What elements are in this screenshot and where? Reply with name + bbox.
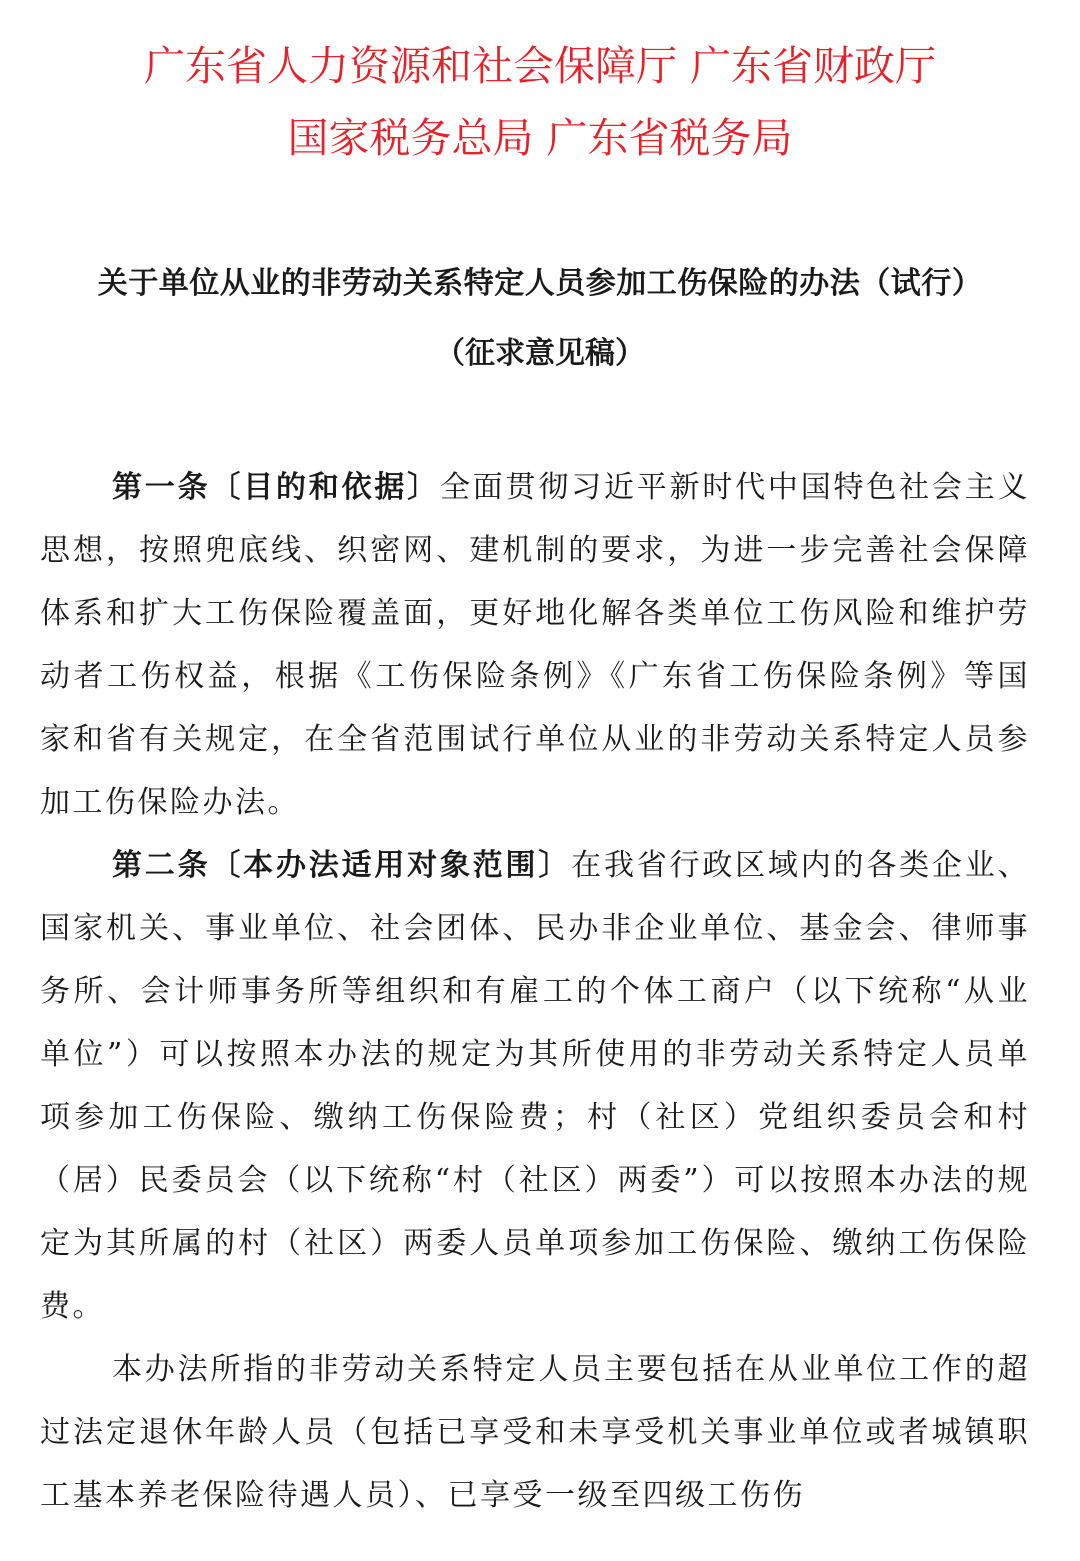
document-subtitle: （征求意见稿）: [435, 336, 645, 371]
article-1-heading: 第一条〔目的和依据〕: [112, 470, 440, 505]
article-2-text: 在我省行政区域内的各类企业、国家机关、事业单位、社会团体、民办非企业单位、基金会、律师事务所、会计师事务所等组织和有雇工的个体工商户（以下统称“从业单位”）可以按照本办法的规定为其所使用的非劳动关系特定人员单项参加工伤保险、缴纳工伤保险费；村（社区）党组织委员会和村（居）民委员会（以下统称“村（社区）两委”）可以按照本办法的规定为其所属的村（社区）两委人员单项参加工伤保险、缴纳工伤保险费。: [40, 848, 1031, 1324]
issuer-line-2: 国家税务总局 广东省税务局: [287, 114, 793, 162]
article-2-paragraph-2: [40, 1338, 1030, 1527]
document-body: [40, 456, 1030, 1527]
article-2-paragraph-2-text: 本办法所指的非劳动关系特定人员主要包括在从业单位工作的超过法定退休年龄人员（包括已享受和未享受机关事业单位或者城镇职工基本养老保险待遇人员）、已享受一级至四级工伤伤: [40, 1352, 1030, 1513]
issuer-line-1: 广东省人力资源和社会保障厅 广东省财政厅: [143, 42, 937, 90]
article-2: [40, 834, 1030, 1338]
article-2-heading: 第二条〔本办法适用对象范围〕: [112, 848, 572, 883]
article-1: [40, 456, 1030, 834]
document-title: 关于单位从业的非劳动关系特定人员参加工伤保险的办法（试行）: [97, 266, 983, 301]
article-1-text: 全面贯彻习近平新时代中国特色社会主义思想，按照兜底线、织密网、建机制的要求，为进一步完善社会保障体系和扩大工伤保险覆盖面，更好地化解各类单位工伤风险和维护劳动者工伤权益，根据《工伤保险条例》《广东省工伤保险条例》等国家和省有关规定，在全省范围试行单位从业的非劳动关系特定人员参加工伤保险办法。: [40, 470, 1031, 820]
